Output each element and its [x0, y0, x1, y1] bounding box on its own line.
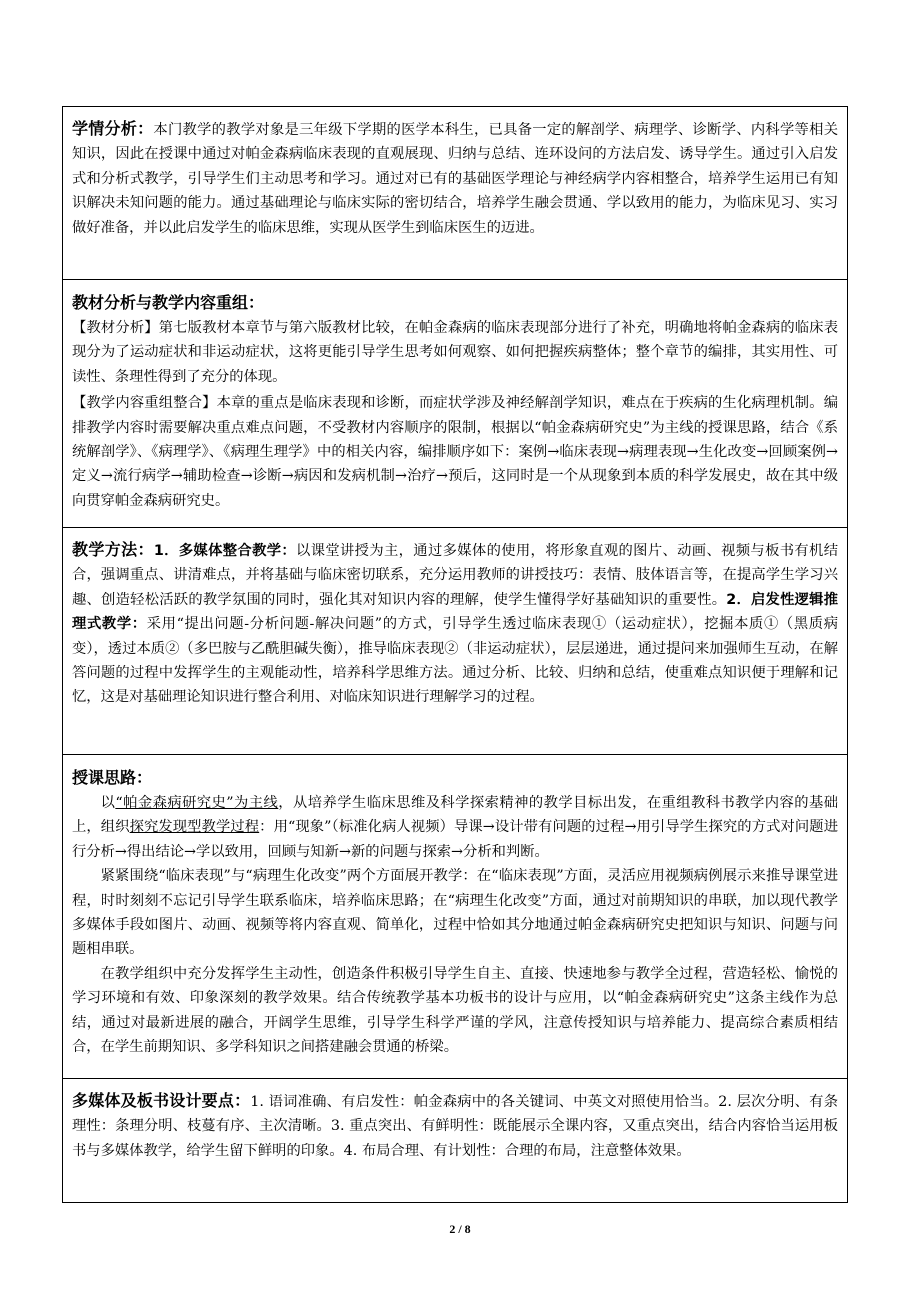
section-textbook-analysis	[63, 279, 847, 528]
method-1-text: 以课堂讲授为主，通过多媒体的使用，将形象直观的图片、动画、视频与板书有机结合，强调重点、讲清难点，并将基础与临床密切联系，充分运用教师的讲授技巧：表情、肢体语言等，在提高学生学习兴趣、创造轻松活跃的教学氛围的同时，强化其对知识内容的理解，使学生懂得学好基础知识的重要性。	[72, 543, 838, 608]
section-heading: 授课思路：	[72, 768, 153, 787]
underlined-process: 探究发现型教学过程	[129, 819, 260, 836]
section-teaching-approach	[63, 754, 847, 1079]
approach-paragraph-2: 紧紧围绕“临床表现”与“病理生化改变”两个方面展开教学：在“临床表现”方面，灵活应用视频病例展示来推导课堂进程，时时刻刻不忘记引导学生联系临床，培养临床思路；在“病理生化改变”方面，通过对前期知识的串联，加以现代教学多媒体手段如图片、动画、视频等将内容直观、简单化，过程中恰如其分地通过帕金森病研究史把知识与知识、问题与问题相串联。	[72, 868, 838, 958]
learner-analysis-paragraph	[72, 117, 838, 240]
approach-paragraph-1: 以“帕金森病研究史”为主线，从培养学生临床思维及科学探索精神的教学目标出发，在重组教科书教学内容的基础上，组织探究发现型教学过程：用“现象”（标准化病人视频）导课→设计带有问题的过程→用引导学生探究的方式对问题进行分析→得出结论→学以致用，回顾与知新→新的问题与探索→分析和判断。	[72, 795, 839, 860]
paragraph-label: 【教材分析】	[72, 320, 159, 336]
media-design-paragraph	[72, 1089, 838, 1163]
underlined-main-line: “帕金森病研究史”为主线	[115, 795, 279, 811]
page-number: 2 / 8	[449, 1222, 471, 1236]
section-learner-analysis	[63, 106, 847, 280]
section-heading: 教材分析与教学内容重组：	[72, 293, 265, 312]
section-text: 本门教学的教学对象是三年级下学期的医学本科生，已具备一定的解剖学、病理学、诊断学、内科学等相关知识，因此在授课中通过对帕金森病临床表现的直观展现、归纳与总结、连环设问的方法启发、诱导学生。通过引入启发式和分析式教学，引导学生们主动思考和学习。通过对已有的基础医学理论与神经病学内容相整合，培养学生运用已有知识解决未知问题的能力。通过基础理论与临床实际的密切结合，培养学生融会贯通、学以致用的能力，为临床见习、实习做好准备，并以此启发学生的临床思维，实现从医学生到临床医生的迈进。	[72, 122, 838, 236]
section-heading: 学情分析：	[72, 119, 154, 138]
section-teaching-methods	[63, 527, 847, 755]
paragraph-label: 【教学内容重组整合】	[72, 395, 217, 412]
content-reorganization-paragraph	[72, 391, 838, 513]
section-heading: 教学方法：	[72, 540, 154, 559]
section-text: 1. 语词准确、有启发性：帕金森病中的各关键词、中英文对照使用恰当。2. 层次分明、有条理性：条理分明、枝蔓有序、主次清晰。3. 重点突出、有鲜明性：既能展示全课内容，又重点突出，结合内容恰当运用板书与多媒体教学，给学生留下鲜明的印象。4. 布局合理、有计划性：合理的布局，注意整体效果。	[72, 1094, 838, 1159]
teaching-methods-paragraph	[72, 538, 838, 710]
method-2-label: 2．启发性逻辑推理式教学：	[72, 591, 839, 633]
section-heading: 多媒体及板书设计要点：	[72, 1091, 251, 1110]
document-table	[62, 106, 848, 1203]
paragraph-text: 第七版教材本章节与第六版教材比较，在帕金森病的临床表现部分进行了补充，明确地将帕金森病的临床表现分为了运动症状和非运动症状，这将更能引导学生思考如何观察、如何把握疾病整体；整个章节的编排，其实用性、可读性、条理性得到了充分的体现。	[72, 320, 838, 385]
method-2-text: 采用“提出问题-分析问题-解决问题”的方式，引导学生透过临床表现①（运动症状），挖掘本质①（黑质病变），透过本质②（多巴胺与乙酰胆碱失衡），推导临床表现②（非运动症状），层层递进，通过提问来加强师生互动，在解答问题的过程中发挥学生的主观能动性，培养科学思维方法。通过分析、比较、归纳和总结，使重难点知识便于理解和记忆，这是对基础理论知识进行整合利用、对临床知识进行理解学习的过程。	[72, 616, 839, 706]
textbook-analysis-paragraph	[72, 316, 838, 389]
paragraph-text: 本章的重点是临床表现和诊断，而症状学涉及神经解剖学知识，难点在于疾病的生化病理机制。编排教学内容时需要解决重点难点问题，不受教材内容顺序的限制，根据以“帕金森病研究史”为主线的授课思路，结合《系统解剖学》、《病理学》、《病理生理学》中的相关内容，编排顺序如下：案例→临床表现→病理表现→生化改变→回顾案例→定义→流行病学→辅助检查→诊断→病因和发病机制→治疗→预后，这同时是一个从现象到本质的科学发展史，故在其中级向贯穿帕金森病研究史。	[72, 395, 838, 509]
approach-paragraph-3: 在教学组织中充分发挥学生主动性，创造条件积极引导学生自主、直接、快速地参与教学全过程，营造轻松、愉悦的学习环境和有效、印象深刻的教学效果。结合传统教学基本功板书的设计与应用，以“帕金森病研究史”这条主线作为总结，通过对最新进展的融合，开阔学生思维，引导学生科学严谨的学风，注意传授知识与培养能力、提高综合素质相结合，在学生前期知识、多学科知识之间搭建融会贯通的桥梁。	[72, 965, 838, 1056]
section-media-design	[63, 1078, 847, 1203]
method-1-label: 1．多媒体整合教学：	[153, 543, 297, 559]
